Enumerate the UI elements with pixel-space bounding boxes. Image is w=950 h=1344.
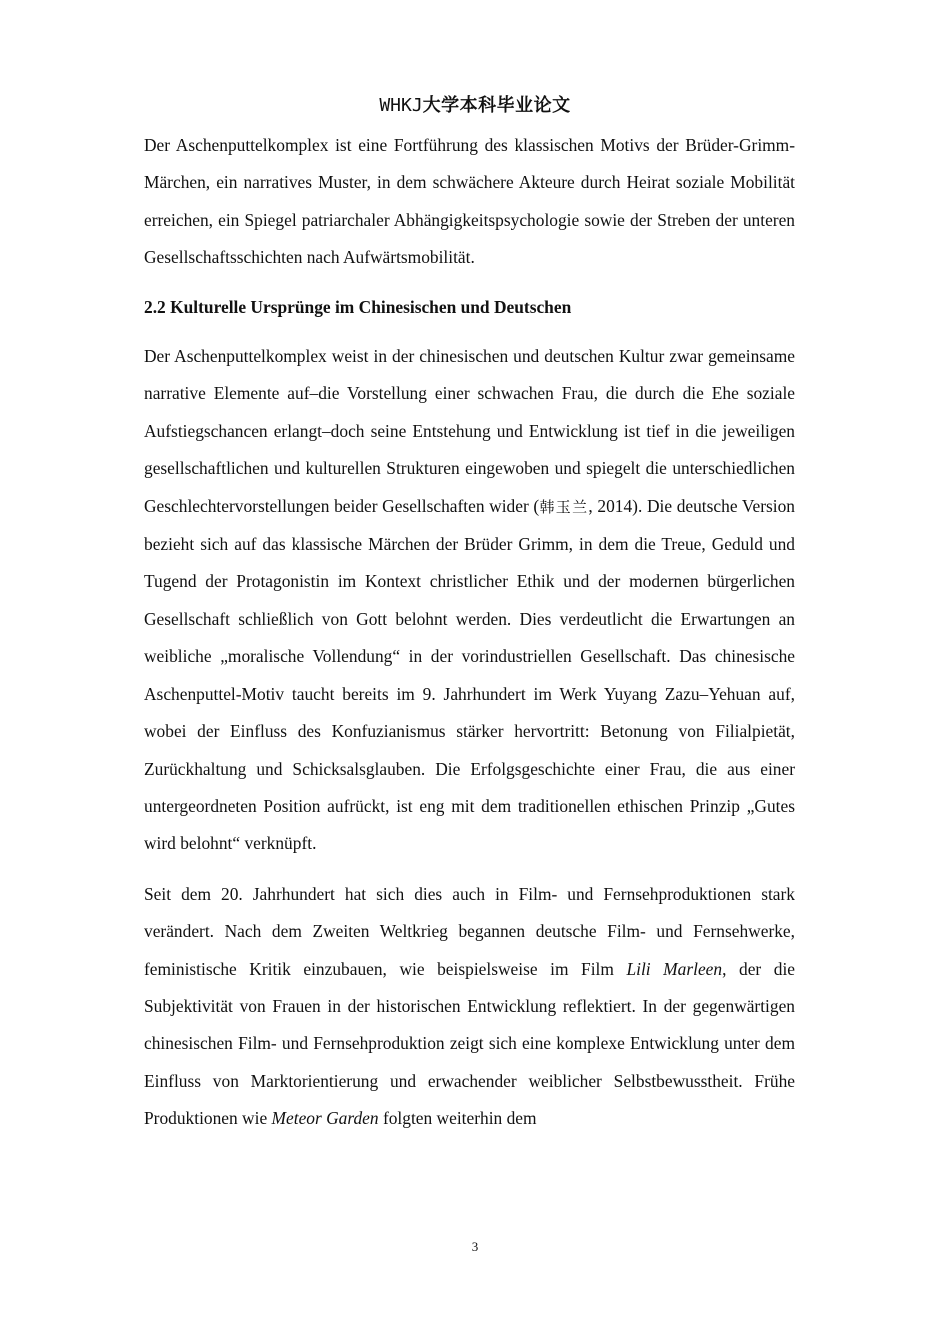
paragraph-3 — [144, 876, 795, 1138]
running-header — [0, 92, 950, 120]
paragraph-1: Der Aschenputtelkomplex ist eine Fortführung des klassischen Motivs der Brüder-Grimm-Märchen, ein narratives Muster, in dem schwächere Akteure durch Heirat soziale Mobilität erreichen, ein Spiegel patriarchaler Abhängigkeitspsychologie sowie der Streben der unteren Gesellschaftsschichten nach Aufwärtsmobilität. — [144, 135, 795, 268]
header-cjk-text: 大学本科毕业论文 — [422, 95, 571, 116]
body-text — [144, 127, 795, 1138]
paragraph-2-part-a: Der Aschenputtelkomplex weist in der chinesischen und deutschen Kultur zwar gemeinsame narrative Elemente auf–die Vorstellung einer schwachen Frau, die durch die Ehe soziale Aufstiegschancen erlangt–doch seine Entstehung und Entwicklung ist tief in die jeweiligen gesellschaftlichen und kulturellen Strukturen eingewoben und spiegelt die unterschiedlichen Geschlechtervorstellungen beider Gesellschaften wider ( — [144, 346, 795, 516]
paragraph-spacer — [144, 863, 795, 876]
film-title-lili-marleen: Lili Marleen — [626, 958, 723, 979]
citation-author: 韩玉兰 — [539, 497, 589, 516]
section-heading: 2.2 Kulturelle Ursprünge im Chinesischen und Deutschen — [144, 296, 572, 317]
paragraph-2 — [144, 338, 795, 863]
paragraph-3-part-c: folgten weiterhin dem — [378, 1108, 537, 1129]
paragraph-3-part-b: , der die Subjektivität von Frauen in der historischen Entwicklung reflektiert. In der gegenwärtigen chinesischen Film- und Fernsehproduktion zeigt sich eine komplexe Entwicklung unter dem Einfluss von Marktorientierung und erwachender weiblicher Selbstbewusstheit. Frühe Produktionen wie — [144, 958, 795, 1129]
paragraph-2-part-b: , 2014). Die deutsche Version bezieht sich auf das klassische Märchen der Brüder Grimm, in dem die Treue, Geduld und Tugend der Protagonistin im Kontext christlicher Ethik und der modernen bürgerlichen Gesellschaft schließlich von Gott belohnt werden. Dies verdeutlicht die Erwartungen an weibliche „moralische Vollendung“ in der vorindustriellen Gesellschaft. Das chinesische Aschenputtel-Motiv taucht bereits im 9. Jahrhundert im Werk Yuyang Zazu–Yehuan auf, wobei der Einfluss des Konfuzianismus stärker hervortritt: Betonung von Filialpietät, Zurückhaltung und Schicksalsglauben. Die Erfolgsgeschichte einer Frau, die aus einer untergeordneten Position aufrückt, ist eng mit dem traditionellen ethischen Prinzip „Gutes wird belohnt“ verknüpft. — [144, 495, 795, 854]
paragraph-3-part-a: Seit dem 20. Jahrhundert hat sich dies auch in Film- und Fernsehproduktionen stark verändert. Nach dem Zweiten Weltkrieg begannen deutsche Film- und Fernsehwerke, feministische Kritik einzubauen, wie beispielsweise im Film — [144, 883, 795, 979]
film-title-meteor-garden: Meteor Garden — [271, 1108, 379, 1129]
page-number: 3 — [471, 1239, 479, 1254]
header-latin-text: WHKJ — [379, 95, 423, 116]
